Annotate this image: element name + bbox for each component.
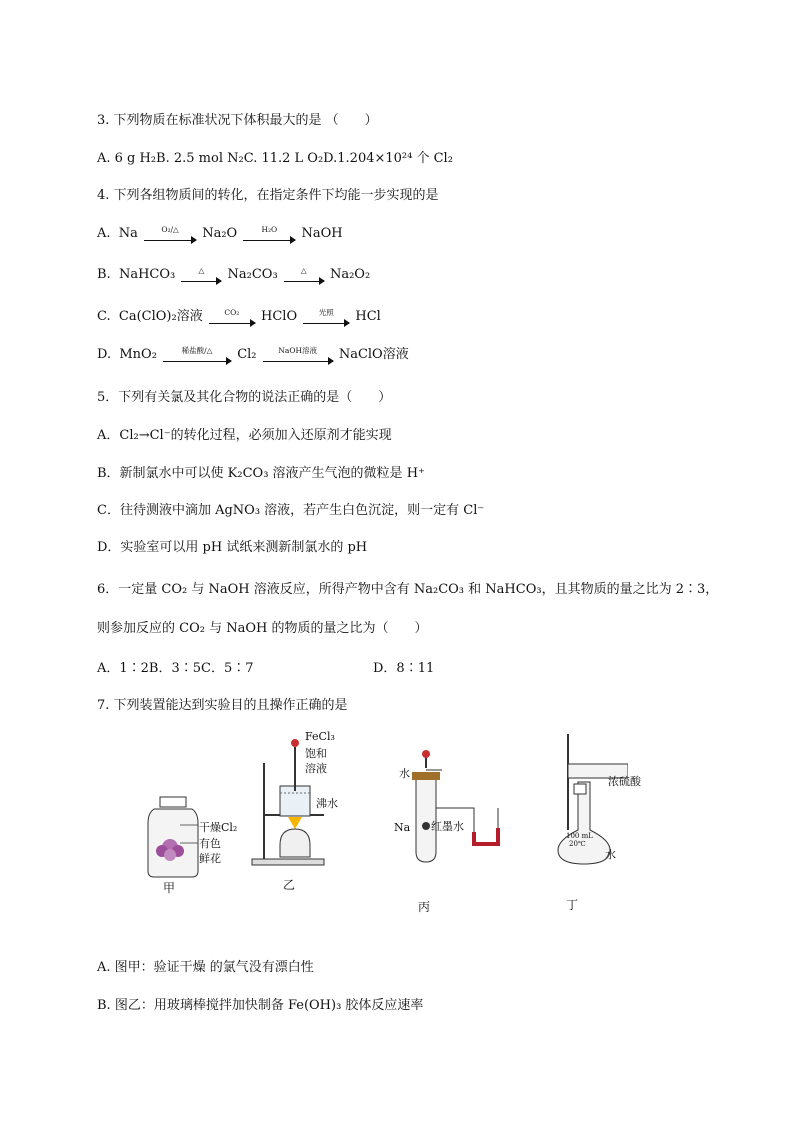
reaction-condition: O₂/△ bbox=[161, 225, 179, 234]
substance: Na₂O bbox=[202, 226, 238, 241]
flask-temp-label: 20℃ bbox=[569, 840, 586, 848]
reaction-arrow bbox=[263, 347, 333, 362]
substance: Na₂CO₃ bbox=[227, 267, 278, 282]
substance: MnO₂ bbox=[119, 347, 157, 362]
bottle-cap bbox=[160, 797, 186, 807]
q4-option-d bbox=[97, 346, 409, 364]
q5-option-b: B．新制氯水中可以使 K₂CO₃ 溶液产生气泡的微粒是 H⁺ bbox=[97, 466, 425, 481]
option-letter: D. bbox=[97, 347, 112, 362]
substance: NaClO溶液 bbox=[338, 347, 409, 362]
figure-bing-label: 丙 bbox=[418, 900, 431, 914]
q7-option-b: B. 图乙：用玻璃棒搅拌加快制备 Fe(OH)₃ 胶体反应速率 bbox=[97, 998, 424, 1013]
figure-jia-label: 甲 bbox=[163, 881, 176, 895]
flask-water-label: 水 bbox=[605, 848, 616, 861]
q5-option-c: C．往待测液中滴加 AgNO₃ 溶液，若产生白色沉淀，则一定有 Cl⁻ bbox=[97, 503, 485, 518]
substance: NaHCO₃ bbox=[118, 267, 176, 282]
option-letter: A. bbox=[97, 226, 111, 241]
stand-base bbox=[252, 859, 324, 865]
q3-options: A. 6 g H₂B. 2.5 mol N₂C. 11.2 L O₂D.1.204×10²⁴ 个 Cl₂ bbox=[97, 151, 453, 166]
flame-icon bbox=[288, 817, 302, 829]
reaction-arrow bbox=[243, 226, 295, 241]
funnel-bulb bbox=[422, 750, 430, 758]
substance: Na₂O₂ bbox=[329, 267, 371, 282]
q4-option-a bbox=[97, 225, 343, 243]
red-ink-label: 红墨水 bbox=[431, 820, 464, 833]
boiling-water-label: 沸水 bbox=[316, 797, 338, 810]
substance: HClO bbox=[261, 309, 298, 324]
q3-stem: 3. 下列物质在标准状况下体积最大的是 （ ） bbox=[97, 113, 378, 128]
saturated-label: 饱和 bbox=[305, 747, 327, 760]
sodium-label: Na bbox=[394, 821, 411, 834]
reaction-condition: △ bbox=[198, 266, 205, 275]
q5-stem: 5．下列有关氯及其化合物的说法正确的是（ ） bbox=[97, 390, 392, 405]
option-letter: C. bbox=[97, 309, 111, 324]
q7-stem: 7. 下列装置能达到实验目的且操作正确的是 bbox=[97, 698, 348, 713]
reaction-arrow bbox=[209, 309, 255, 324]
q6-options-abc: A．1∶2B．3∶5C．5∶7 bbox=[97, 661, 254, 676]
test-tube-diagram bbox=[408, 748, 508, 868]
flask-volume-label: 100 mL bbox=[566, 832, 593, 840]
q5-option-d: D．实验室可以用 pH 试纸来测新制氯水的 pH bbox=[97, 540, 368, 555]
reaction-arrow bbox=[303, 309, 349, 324]
substance: Na bbox=[118, 226, 138, 241]
sulfuric-acid-label: 浓硫酸 bbox=[608, 775, 641, 788]
reaction-arrow bbox=[163, 347, 231, 362]
q4-option-c bbox=[97, 308, 381, 326]
reaction-condition: 稀盐酸/△ bbox=[181, 346, 213, 355]
option-letter: B. bbox=[97, 267, 111, 282]
q5-option-a: A．Cl₂→Cl⁻的转化过程，必须加入还原剂才能实现 bbox=[97, 428, 392, 443]
substance: HCl bbox=[355, 309, 381, 324]
red-ink bbox=[474, 828, 498, 844]
figure-yi-label: 乙 bbox=[283, 878, 296, 892]
sodium-piece bbox=[422, 822, 430, 830]
q4-stem: 4. 下列各组物质间的转化，在指定条件下均能一步实现的是 bbox=[97, 188, 439, 203]
volumetric-flask-diagram bbox=[548, 730, 628, 870]
q6-stem-line1: 6．一定量 CO₂ 与 NaOH 溶液反应，所得产物中含有 Na₂CO₃ 和 NaHCO₃，且其物质的量之比为 2∶3， bbox=[97, 582, 719, 597]
substance: Cl₂ bbox=[237, 347, 257, 362]
figure-ding-label: 丁 bbox=[566, 898, 579, 912]
q6-stem-line2: 则参加反应的 CO₂ 与 NaOH 的物质的量之比为（ ） bbox=[97, 621, 428, 636]
substance: NaOH bbox=[301, 226, 343, 241]
flower-label-1: 有色 bbox=[199, 837, 221, 850]
fecl3-label: FeCl₃ bbox=[305, 730, 335, 743]
q4-option-b bbox=[97, 266, 370, 284]
q7-option-a: A. 图甲：验证干燥 的氯气没有漂白性 bbox=[97, 960, 314, 975]
reaction-arrow bbox=[284, 267, 324, 282]
dry-chlorine-label: 干燥Cl₂ bbox=[199, 821, 238, 834]
water-label: 水 bbox=[399, 767, 410, 780]
stopper bbox=[412, 772, 440, 780]
reaction-condition: CO₂ bbox=[224, 308, 240, 317]
reaction-arrow bbox=[181, 267, 221, 282]
reaction-condition: H₂O bbox=[261, 225, 278, 234]
substance: Ca(ClO)₂溶液 bbox=[118, 309, 203, 324]
flower-label-2: 鲜花 bbox=[199, 852, 221, 865]
reaction-arrow bbox=[144, 226, 196, 241]
reaction-condition: 光照 bbox=[318, 308, 334, 317]
solution-label: 溶液 bbox=[305, 762, 327, 775]
alcohol-lamp bbox=[280, 829, 310, 857]
q6-option-d: D．8∶11 bbox=[373, 661, 435, 676]
dropper-bulb bbox=[291, 739, 299, 747]
reaction-condition: △ bbox=[300, 266, 307, 275]
reaction-condition: NaOH溶液 bbox=[278, 346, 318, 355]
